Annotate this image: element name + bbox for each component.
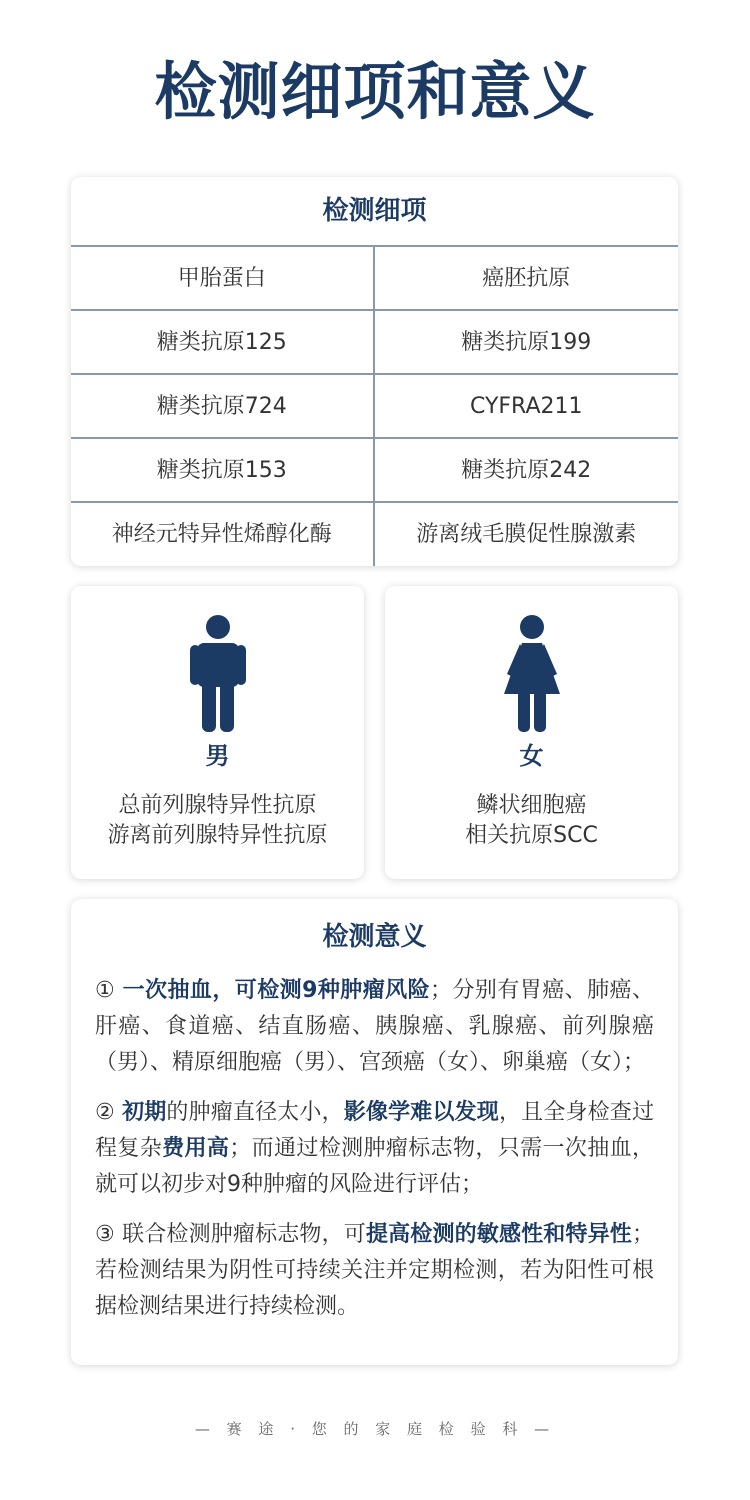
- female-figure-icon: [385, 614, 678, 734]
- highlight-text: 一次抽血，可检测9种肿瘤风险: [122, 978, 431, 1003]
- items-cell: 糖类抗原242: [375, 439, 679, 503]
- female-item-line: 相关抗原SCC: [465, 823, 598, 848]
- significance-point-2: [95, 1095, 654, 1203]
- significance-point-1: [95, 973, 654, 1081]
- significance-title: 检测意义: [322, 922, 427, 952]
- highlight-text: 初期: [122, 1100, 167, 1125]
- male-item-line: 游离前列腺特异性抗原: [107, 823, 328, 848]
- body-text: ；若检测结果为阴性可持续关注并定期检测，若为阳性可根据检测结果进行持续检测。: [95, 1222, 654, 1319]
- male-label: 男: [205, 742, 230, 770]
- items-table-card: [71, 177, 678, 566]
- items-cell: 癌胚抗原: [375, 247, 679, 311]
- point-marker: ②: [95, 1100, 123, 1125]
- body-text: ，且全身检查过程复杂: [95, 1100, 654, 1161]
- highlight-text: 影像学难以发现: [343, 1100, 499, 1125]
- footer-slogan: — 赛 途 · 您 的 家 庭 检 验 科 —: [194, 1420, 556, 1438]
- female-items-text: [385, 791, 678, 851]
- female-card: [385, 586, 678, 879]
- male-figure-icon: [71, 614, 364, 734]
- items-cell: 糖类抗原724: [71, 375, 375, 439]
- female-item-line: 鳞状细胞癌: [476, 793, 587, 818]
- items-grid: [71, 247, 678, 566]
- point-marker: ①: [95, 978, 123, 1003]
- items-cell: 甲胎蛋白: [71, 247, 375, 311]
- male-items-text: [71, 791, 364, 851]
- items-cell: 糖类抗原199: [375, 311, 679, 375]
- items-cell: 神经元特异性烯醇化酶: [71, 503, 375, 566]
- significance-card: [71, 899, 678, 1365]
- significance-point-3: [95, 1217, 654, 1325]
- body-text: 的肿瘤直径太小，: [166, 1100, 344, 1125]
- male-card: [71, 586, 364, 879]
- items-cell: 糖类抗原125: [71, 311, 375, 375]
- items-table-header: 检测细项: [71, 177, 678, 247]
- male-item-line: 总前列腺特异性抗原: [118, 793, 317, 818]
- body-text: ；而通过检测肿瘤标志物，只需一次抽血，就可以初步对9种肿瘤的风险进行评估；: [95, 1136, 654, 1197]
- body-text: ；分别有胃癌、肺癌、肝癌、食道癌、结直肠癌、胰腺癌、乳腺癌、前列腺癌（男）、精原细胞癌（男）、宫颈癌（女）、卵巢癌（女）；: [95, 978, 654, 1075]
- page-title: 检测细项和意义: [154, 55, 596, 128]
- highlight-text: 提高检测的敏感性和特异性: [365, 1222, 632, 1247]
- female-label: 女: [519, 742, 544, 770]
- items-cell: CYFRA211: [375, 375, 679, 439]
- highlight-text: 费用高: [162, 1136, 230, 1161]
- body-text: 联合检测肿瘤标志物，可: [122, 1222, 366, 1247]
- point-marker: ③: [95, 1222, 123, 1247]
- items-cell: 糖类抗原153: [71, 439, 375, 503]
- items-cell: 游离绒毛膜促性腺激素: [416, 522, 637, 547]
